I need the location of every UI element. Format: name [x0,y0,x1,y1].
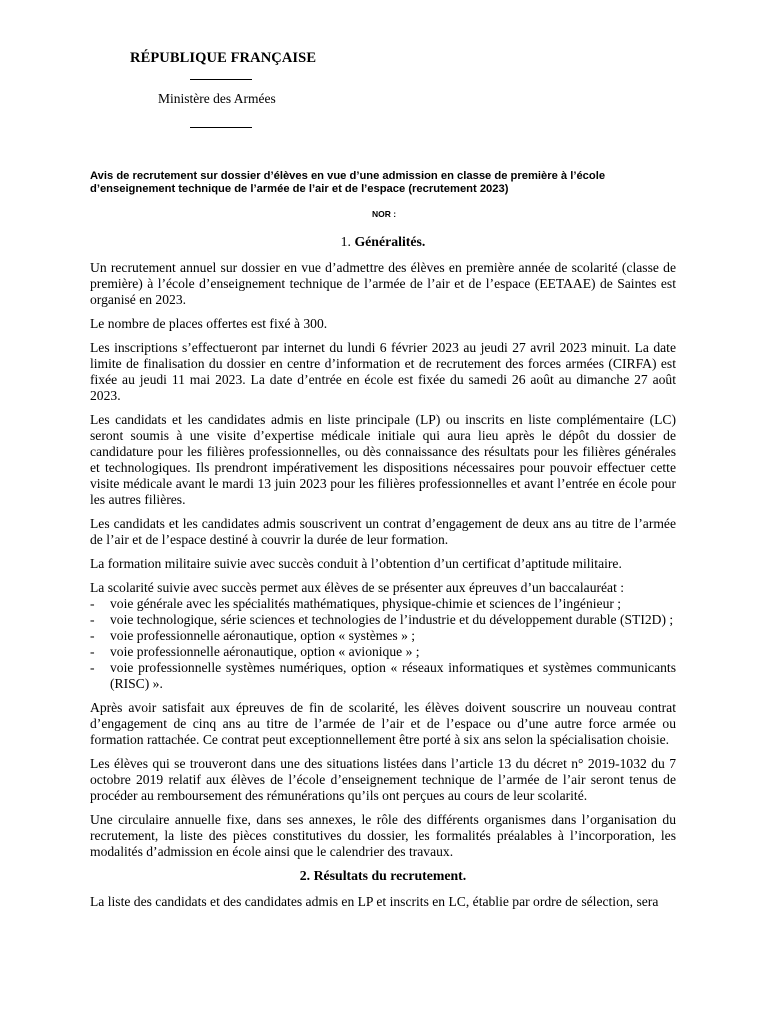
paragraph: Les élèves qui se trouveront dans une des situations listées dans l’article 13 du décret n° 2019-1032 du 7 octobre 2019 relatif aux élèves de l’école d’enseignement technique de l’armée de l’air seront tenus de procéder au remboursement des rémunérations qu’ils ont perçues au cours de leur scolarité. [90,756,676,803]
header-divider [190,79,252,80]
header-divider [190,127,252,128]
paragraph: Les candidats et les candidates admis en liste principale (LP) ou inscrits en liste complémentaire (LC) seront soumis à une visite d’expertise médicale initiale qui aura lieu après le dépôt du dossier de candidature pour les filières professionnelles, ou dès connaissance des résultats pour les filières générales et technologiques. Ils prendront impérativement les dispositions nécessaires pour pouvoir effectuer cette visite médicale avant le mardi 13 juin 2023 pour les filières professionnelles et avant l’entrée en école pour les autres filières. [90,412,676,507]
paragraph: La formation militaire suivie avec succès conduit à l’obtention d’un certificat d’aptitude militaire. [90,556,622,571]
section-2-title: 2. Résultats du recrutement. [299,868,467,883]
list-item: - voie générale avec les spécialités mathématiques, physique-chimie et sciences de l’ingénieur ; [90,596,622,611]
list-item: - voie professionnelle systèmes numériques, option « réseaux informatiques et systèmes communicants (RISC) ». [90,660,676,691]
section-1-heading [90,234,676,250]
section-1-title: Généralités. [354,234,426,249]
notice-title: Avis de recrutement sur dossier d’élèves en vue d’une admission en classe de première à l’école d’enseignement technique de l’armée de l’air et de l’espace (recrutement 2023) [90,170,606,195]
list-item: - voie professionnelle aéronautique, option « avionique » ; [90,644,420,659]
list-item: - voie professionnelle aéronautique, option « systèmes » ; [90,628,416,643]
paragraph: Les inscriptions s’effectueront par internet du lundi 6 février 2023 au jeudi 27 avril 2023 minuit. La date limite de finalisation du dossier en centre d’information et de recrutement des forces armées (CIRFA) est fixée au jeudi 11 mai 2023. La date d’entrée en école est fixée du samedi 26 août au dimanche 27 août 2023. [90,340,676,403]
paragraph: Les candidats et les candidates admis souscrivent un contrat d’engagement de deux ans au titre de l’armée de l’air et de l’espace destiné à couvrir la durée de leur formation. [90,516,676,547]
list-item: - voie technologique, série sciences et technologies de l’industrie et du développement durable (STI2D) ; [90,612,674,627]
republic-heading: RÉPUBLIQUE FRANÇAISE [130,50,317,66]
section-1-number: 1. [340,234,351,249]
paragraph: Après avoir satisfait aux épreuves de fin de scolarité, les élèves doivent souscrire un nouveau contrat d’engagement de cinq ans au titre de l’armée de l’air et de l’espace ou d’une autre force armée ou formation rattachée. Ce contrat peut exceptionnellement être porté à six ans selon la spécialisation choisie. [90,700,676,747]
baccalaureate-list [90,596,676,692]
paragraph: La scolarité suivie avec succès permet aux élèves de se présenter aux épreuves d’un baccalauréat : [90,580,625,595]
nor-reference: NOR : [371,209,397,219]
paragraph: Le nombre de places offertes est fixé à 300. [90,316,328,331]
ministry-name: Ministère des Armées [158,91,276,106]
document-body [90,234,676,918]
paragraph: Un recrutement annuel sur dossier en vue d’admettre des élèves en première année de scolarité (classe de première) à l’école d’enseignement technique de l’armée de l’air et de l’espace (EETAAE) de Saintes est organisé en 2023. [90,260,676,307]
paragraph: Une circulaire annuelle fixe, dans ses annexes, le rôle des différents organismes dans l’organisation du recrutement, la liste des pièces constitutives du dossier, les formalités préalables à l’incorporation, les modalités d’admission en école ainsi que le calendrier des travaux. [90,812,676,859]
paragraph: La liste des candidats et des candidates admis en LP et inscrits en LC, établie par ordre de sélection, sera [90,894,659,909]
section-2-heading [90,868,676,884]
